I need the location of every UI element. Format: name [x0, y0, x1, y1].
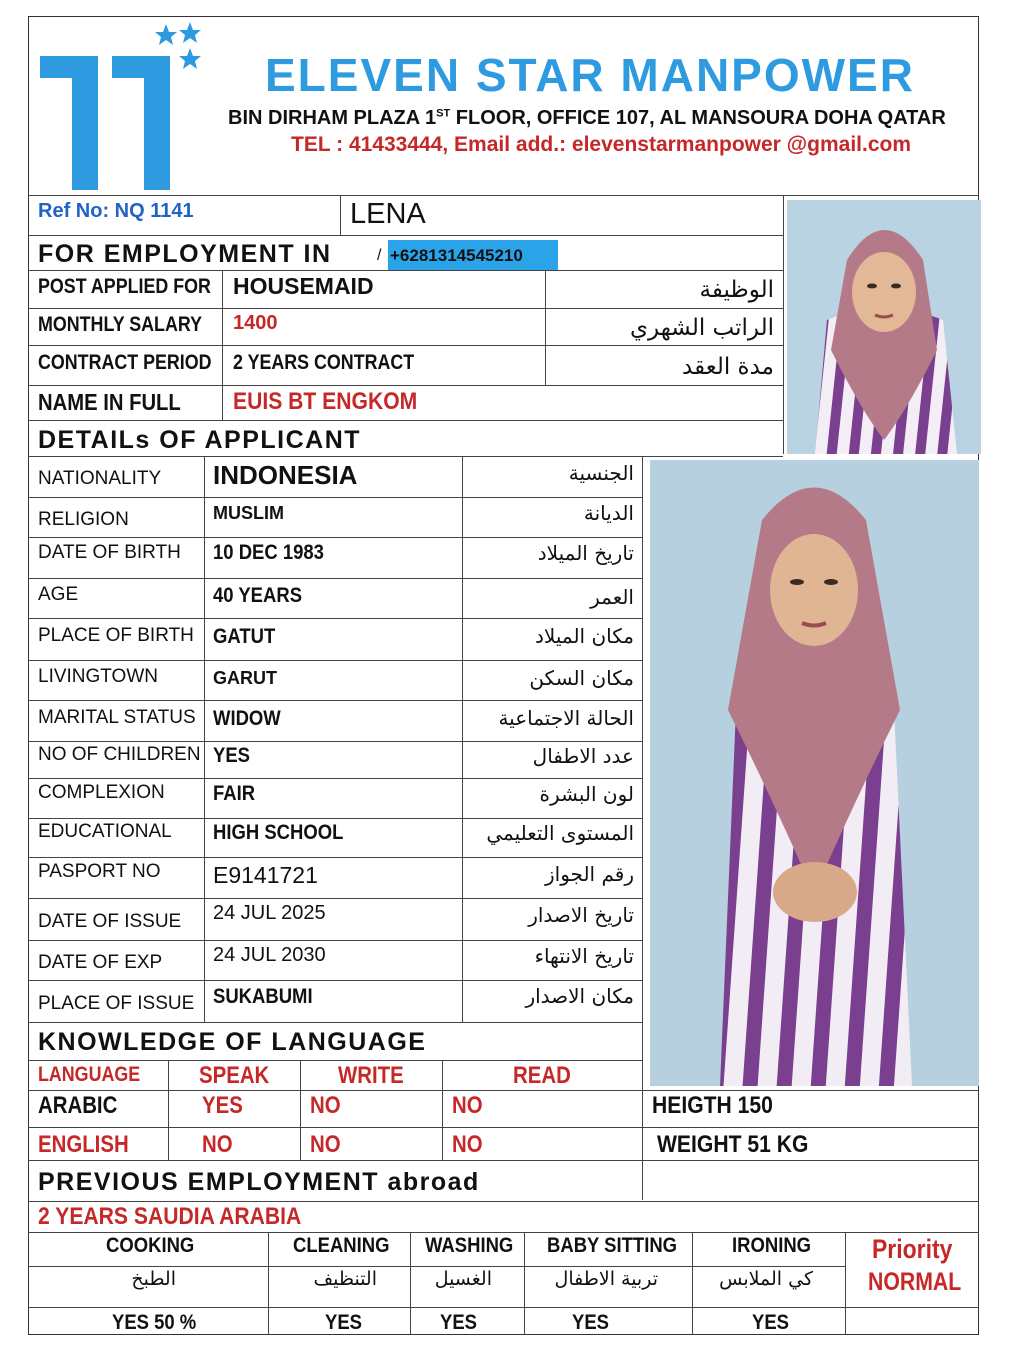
- detail-label: NO OF CHILDREN: [38, 744, 201, 765]
- previous-employment-value: 2 YEARS SAUDIA ARABIA: [38, 1203, 302, 1230]
- skill-name: IRONING: [732, 1234, 812, 1257]
- detail-arabic: تاريخ الاصدار: [528, 903, 634, 927]
- skill-name: COOKING: [106, 1234, 195, 1257]
- skill-name: BABY SITTING: [547, 1234, 678, 1257]
- details-heading: DETAILs OF APPLICANT: [38, 426, 362, 454]
- job-value: HOUSEMAID: [233, 273, 374, 299]
- job-arabic: الوظيفة: [699, 277, 774, 303]
- phone-number[interactable]: +6281314545210: [388, 240, 558, 270]
- job-value: 1400: [233, 312, 278, 334]
- previous-employment-heading: PREVIOUS EMPLOYMENT abroad: [38, 1168, 480, 1196]
- skill-arabic: الغسيل: [434, 1268, 492, 1290]
- skill-name: CLEANING: [293, 1234, 390, 1257]
- skill-arabic: التنظيف: [313, 1268, 377, 1290]
- language-speak: YES: [202, 1092, 243, 1119]
- language-speak: NO: [202, 1131, 233, 1158]
- skill-name: WASHING: [425, 1234, 514, 1257]
- job-value: 2 YEARS CONTRACT: [233, 351, 415, 374]
- detail-arabic: تاريخ الميلاد: [537, 541, 634, 565]
- language-read: NO: [452, 1131, 483, 1158]
- detail-label: MARITAL STATUS: [38, 707, 196, 728]
- detail-value: E9141721: [213, 862, 318, 888]
- detail-value: FAIR: [213, 782, 256, 805]
- applicant-photo-portrait: [787, 200, 981, 454]
- priority-value: NORMAL: [868, 1268, 962, 1296]
- detail-arabic: لون البشرة: [539, 782, 634, 806]
- skill-value: YES 50 %: [112, 1311, 197, 1334]
- company-address: BIN DIRHAM PLAZA 1ST FLOOR, OFFICE 107, AL MANSOURA DOHA QATAR: [228, 107, 946, 129]
- detail-value: WIDOW: [213, 707, 281, 730]
- detail-arabic: تاريخ الانتهاء: [534, 944, 634, 968]
- weight-value: WEIGHT 51 KG: [657, 1131, 809, 1158]
- language-col-header: WRITE: [338, 1062, 404, 1089]
- detail-value: 10 DEC 1983: [213, 541, 324, 564]
- company-name: ELEVEN STAR MANPOWER: [265, 49, 915, 101]
- skill-arabic: الطبخ: [131, 1268, 176, 1290]
- skill-arabic: تربية الاطفال: [554, 1268, 658, 1290]
- detail-arabic: العمر: [590, 585, 634, 609]
- skill-value: YES: [325, 1311, 362, 1334]
- detail-label: LIVINGTOWN: [38, 666, 158, 687]
- language-heading: KNOWLEDGE OF LANGUAGE: [38, 1028, 427, 1056]
- applicant-alias: LENA: [350, 198, 426, 230]
- detail-label: DATE OF EXP: [38, 952, 163, 973]
- detail-arabic: مكان السكن: [529, 666, 634, 690]
- detail-arabic: الديانة: [583, 501, 634, 525]
- skill-value: YES: [572, 1311, 609, 1334]
- applicant-photo-full: [650, 460, 979, 1086]
- detail-value: 24 JUL 2025: [213, 902, 326, 924]
- job-arabic: مدة العقد: [682, 354, 774, 380]
- height-value: HEIGTH 150: [652, 1092, 773, 1119]
- detail-value: HIGH SCHOOL: [213, 821, 344, 844]
- skill-arabic: كي الملابس: [719, 1268, 813, 1290]
- detail-label: AGE: [38, 584, 79, 605]
- job-label: CONTRACT PERIOD: [38, 351, 212, 374]
- detail-label: DATE OF BIRTH: [38, 542, 181, 563]
- detail-label: EDUCATIONAL: [38, 821, 172, 842]
- skill-value: YES: [440, 1311, 477, 1334]
- detail-value: GATUT: [213, 625, 276, 648]
- priority-label: Priority: [872, 1234, 953, 1264]
- language-write: NO: [310, 1131, 341, 1158]
- detail-label: COMPLEXION: [38, 782, 165, 803]
- company-logo: [36, 22, 206, 194]
- detail-label: PLACE OF ISSUE: [38, 993, 195, 1014]
- skill-value: YES: [752, 1311, 789, 1334]
- language-col-header: READ: [513, 1062, 571, 1089]
- employment-heading: FOR EMPLOYMENT IN: [38, 240, 332, 268]
- language-col-header: SPEAK: [199, 1062, 270, 1089]
- detail-label: DATE OF ISSUE: [38, 911, 182, 932]
- detail-arabic: عدد الاطفال: [532, 744, 634, 768]
- detail-label: PLACE OF BIRTH: [38, 625, 194, 646]
- language-col-header: LANGUAGE: [38, 1063, 141, 1086]
- detail-arabic: مكان الميلاد: [535, 624, 634, 648]
- job-arabic: الراتب الشهري: [630, 315, 774, 341]
- language-name: ARABIC: [38, 1092, 118, 1119]
- language-name: ENGLISH: [38, 1131, 129, 1158]
- job-label: POST APPLIED FOR: [38, 275, 211, 298]
- ref-number: Ref No: NQ 1141: [38, 200, 194, 222]
- detail-value: 24 JUL 2030: [213, 944, 326, 966]
- detail-arabic: مكان الاصدار: [525, 984, 634, 1008]
- detail-value: INDONESIA: [213, 460, 358, 490]
- employment-slash: /: [377, 247, 382, 264]
- job-value: EUIS BT ENGKOM: [233, 388, 418, 415]
- detail-arabic: رقم الجواز: [545, 862, 634, 886]
- company-contact: TEL : 41433444, Email add.: elevenstarmanpower @gmail.com: [291, 133, 912, 156]
- detail-arabic: الحالة الاجتماعية: [498, 706, 634, 730]
- detail-arabic: المستوى التعليمي: [486, 821, 634, 845]
- detail-value: MUSLIM: [213, 503, 284, 523]
- detail-value: SUKABUMI: [213, 985, 313, 1008]
- detail-label: RELIGION: [38, 509, 129, 530]
- language-write: NO: [310, 1092, 341, 1119]
- language-read: NO: [452, 1092, 483, 1119]
- detail-label: PASPORT NO: [38, 861, 161, 882]
- detail-value: YES: [213, 744, 250, 767]
- detail-label: NATIONALITY: [38, 468, 162, 489]
- detail-value: GARUT: [213, 668, 277, 688]
- job-label: MONTHLY SALARY: [38, 313, 202, 336]
- detail-arabic: الجنسية: [568, 461, 634, 485]
- detail-value: 40 YEARS: [213, 584, 303, 607]
- job-label: NAME IN FULL: [38, 389, 181, 415]
